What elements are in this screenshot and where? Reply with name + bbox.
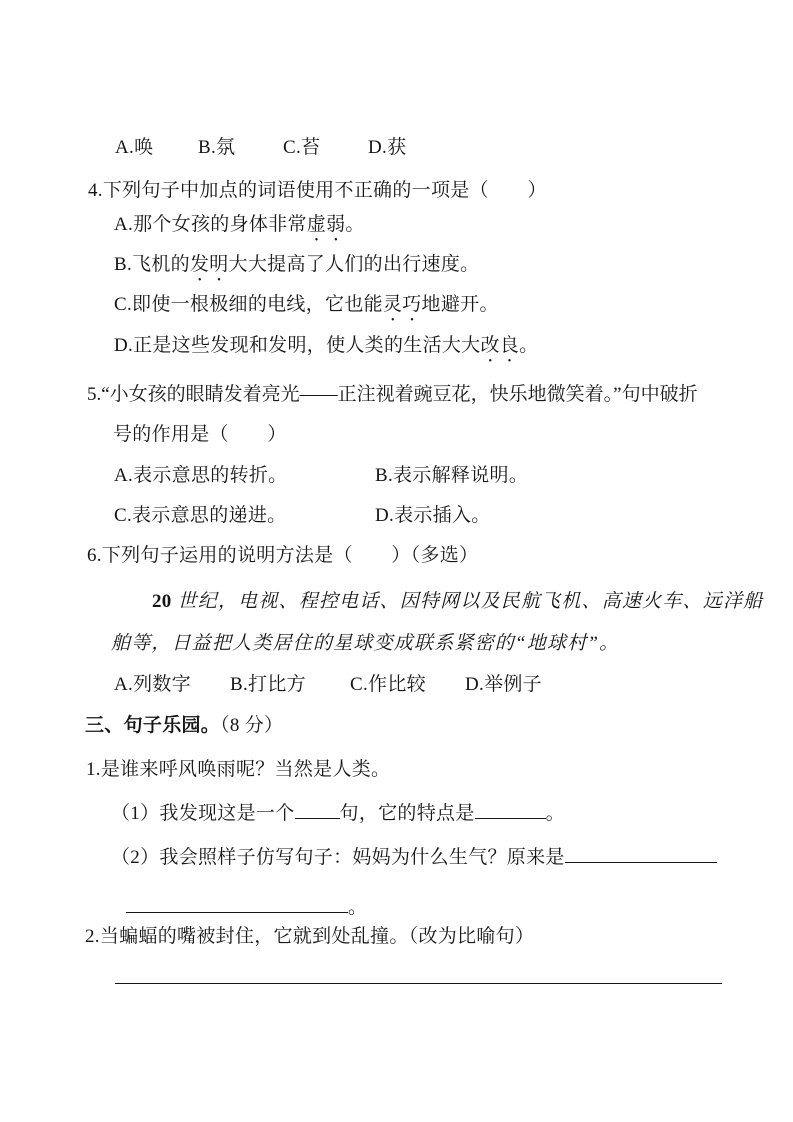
q5-option-d: D.表示插入。 [375, 505, 491, 526]
q6-option-b: B.打比方 [230, 674, 306, 695]
q3-option-b: B.氛 [198, 137, 236, 158]
answer-blank-sentence-type [295, 799, 340, 819]
answer-blank-metaphor-line [115, 983, 722, 984]
q4-option-c-emphasis: 灵巧 [382, 294, 422, 315]
section3-q1-sub1: （1）我发现这是一个 句，它的特点是 。 [111, 799, 565, 827]
section3-q1: 1.是谁来呼风唤雨呢？当然是人类。 [86, 759, 391, 780]
q6-passage-number: 20 [152, 591, 172, 612]
q6-option-d: D.举例子 [465, 674, 542, 695]
section3-score: （8 分） [220, 715, 284, 736]
q4-option-b-emphasis: 发明 [189, 254, 229, 275]
q4-option-d: D.正是这些发现和发明，使人类的生活大大改良。 [114, 335, 539, 356]
section3-q2: 2.当蝙蝠的嘴被封住，它就到处乱撞。（改为比喻句） [85, 926, 535, 947]
q5-stem-line1: 5.“小女孩的眼睛发着亮光——正注视着豌豆花，快乐地微笑着。”句中破折 [87, 384, 698, 405]
answer-blank-feature [475, 799, 546, 819]
q4-option-b: B.飞机的发明大大提高了人们的出行速度。 [114, 254, 480, 275]
q6-stem: 6.下列句子运用的说明方法是（ ）（多选） [87, 545, 479, 566]
q6-passage-line1: 20 世纪，电视、程控电话、因特网以及民航飞机、高速火车、远洋船 [152, 591, 764, 612]
section3-heading [85, 712, 283, 739]
q5-options-row-2 [114, 502, 491, 529]
q6-option-c: C.作比较 [350, 674, 426, 695]
section3-q1-sub2-line1: （2）我会照样子仿写句子：妈妈为什么生气？原来是 [111, 843, 717, 871]
q4-option-a: A.那个女孩的身体非常虚弱。 [114, 214, 365, 235]
q5-option-c: C.表示意思的递进。 [114, 505, 287, 526]
q4-stem: 4.下列句子中加点的词语使用不正确的一项是（ ） [88, 180, 547, 201]
q4-option-d-emphasis: 改良 [480, 335, 520, 356]
q5-option-b: B.表示解释说明。 [375, 465, 529, 486]
q3-option-d: D.获 [368, 137, 407, 158]
q5-option-a: A.表示意思的转折。 [114, 465, 288, 486]
q6-option-a: A.列数字 [114, 674, 191, 695]
q4-option-c: C.即使一根极细的电线，它也能灵巧地避开。 [114, 294, 499, 315]
q3-option-c: C.苔 [283, 137, 321, 158]
q5-stem-line2: 号的作用是（ ） [113, 424, 287, 445]
section3-title: 三、句子乐园。 [85, 715, 221, 736]
q6-passage-line2: 舶等，日益把人类居住的星球变成联系紧密的“地球村”。 [111, 633, 620, 654]
answer-blank-imitation-line2 [126, 893, 348, 913]
q6-options-row [114, 671, 542, 698]
q3-options-row [115, 134, 406, 161]
answer-blank-imitation-line1 [565, 843, 717, 863]
q4-option-a-emphasis: 虚弱 [306, 214, 346, 235]
q5-options-row-1 [114, 462, 528, 489]
q3-option-a: A.唤 [115, 137, 154, 158]
section3-q1-sub2-line2: 。 [126, 893, 367, 921]
